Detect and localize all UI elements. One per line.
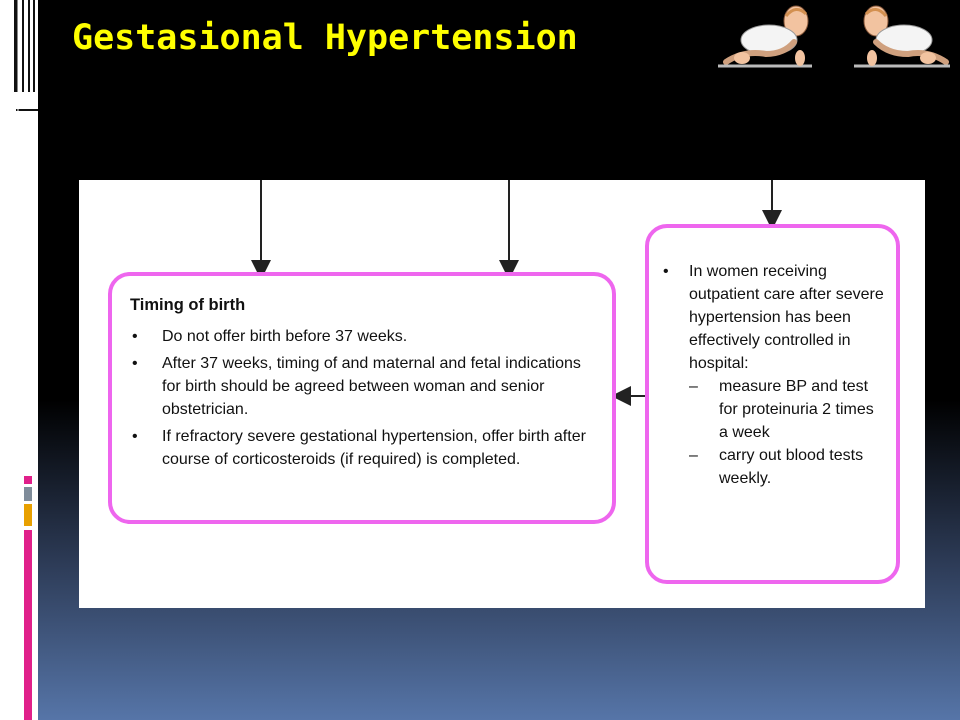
slide-title: Gestasional Hypertension — [72, 18, 578, 58]
flowchart-image — [79, 180, 925, 608]
timing-bullet-list — [130, 325, 598, 471]
list-item: – carry out blood tests weekly. — [689, 444, 886, 490]
outpatient-care-box — [645, 224, 900, 584]
list-item — [663, 260, 886, 490]
baby-crawling-icon — [714, 2, 814, 74]
baby-crawling-icon — [852, 2, 952, 74]
timing-heading: Timing of birth — [130, 296, 246, 314]
list-item: – measure BP and test for proteinuria 2 times a week — [689, 375, 886, 444]
outpatient-bullet-list — [663, 260, 886, 490]
list-item: • If refractory severe gestational hypertension, offer birth after course of corticosteroids (if required) is completed. — [130, 425, 598, 471]
outpatient-sub-list — [689, 375, 886, 490]
timing-of-birth-box — [108, 272, 616, 524]
list-item: • After 37 weeks, timing of and maternal and fetal indications for birth should be agreed between woman and senior obstetrician. — [130, 352, 598, 421]
list-item: • Do not offer birth before 37 weeks. — [130, 325, 598, 348]
outpatient-bullet-text: In women receiving outpatient care after severe hypertension has been effectively controlled in hospital: — [689, 263, 884, 372]
accent-blocks — [0, 0, 40, 720]
